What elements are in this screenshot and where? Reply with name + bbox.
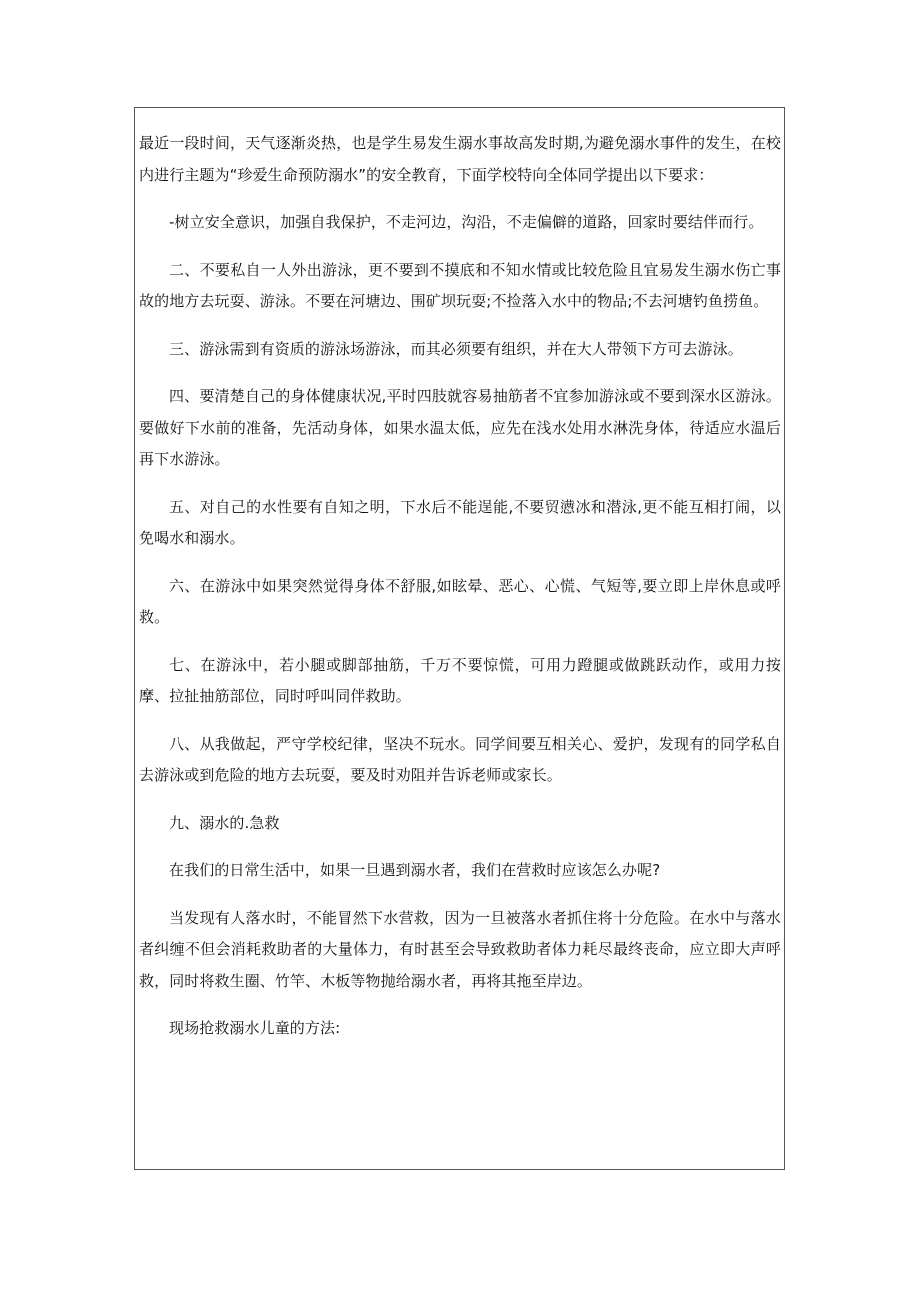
paragraph-rule-4: 四、要清楚自己的身体健康状况,平时四肢就容易抽筋者不宜参加游泳或不要到深水区游泳。要做好下水前的准备，先活动身体，如果水温太低，应先在浅水处用水淋洗身体，待适应水温后再下水游泳。: [139, 387, 781, 468]
paragraph-rule-5: 五、对自己的水性要有自知之明，下水后不能逞能,不要贸懑冰和潜泳,更不能互相打闹，以免喝水和溺水。: [139, 497, 781, 547]
paragraph-intro: 最近一段时间，天气逐渐炎热，也是学生易发生溺水事故高发时期,为避免溺水事件的发生，在校内进行主题为“珍爱生命预防溺水”的安全教育，下面学校特向全体同学提出以下要求：: [139, 134, 781, 184]
document-body: [139, 128, 781, 1061]
paragraph-question: 在我们的日常生活中，如果一旦遇到溺水者，我们在营救时应该怎么办呢?: [169, 861, 661, 879]
document-page: [134, 107, 785, 1170]
paragraph-rule-2: 二、不要私自一人外出游泳，更不要到不摸底和不知水情或比较危险且宜易发生溺水伤亡事故的地方去玩耍、游泳。不要在河塘边、围矿坝玩耍;不捡落入水中的物品;不去河塘钓鱼捞鱼。: [139, 260, 781, 310]
paragraph-rule-7: 七、在游泳中，若小腿或脚部抽筋，千万不要惊慌，可用力蹬腿或做跳跃动作，或用力按摩、拉扯抽筋部位，同时呼叫同伴救助。: [139, 655, 781, 705]
paragraph-rescue-advice: 当发现有人落水时，不能冒然下水营救，因为一旦被落水者抓住将十分危险。在水中与落水者纠缠不但会消耗救助者的大量体力，有时甚至会导致救助者体力耗尽最终丧命，应立即大声呼救，同时将救生圈、竹竿、木板等物抛给溺水者，再将其拖至岸边。: [139, 908, 781, 990]
paragraph-method-heading: 现场抢救溺水儿童的方法:: [169, 1019, 341, 1037]
section-heading-first-aid: 九、溺水的.急救: [169, 813, 280, 832]
paragraph-rule-1: -树立安全意识，加强自我保护，不走河边，沟沿，不走偏僻的道路，回家时要结伴而行。: [169, 213, 764, 231]
paragraph-rule-8: 八、从我做起，严守学校纪律，坚决不玩水。同学间要互相关心、爱护，发现有的同学私自去游泳或到危险的地方去玩耍，要及时劝阻并告诉老师或家长。: [139, 734, 781, 784]
paragraph-rule-6: 六、在游泳中如果突然觉得身体不舒服,如眩晕、恶心、心慌、气短等,要立即上岸休息或呼救。: [139, 576, 781, 626]
paragraph-rule-3: 三、游泳需到有资质的游泳场游泳，而其必须要有组织，并在大人带领下方可去游泳。: [169, 339, 743, 358]
